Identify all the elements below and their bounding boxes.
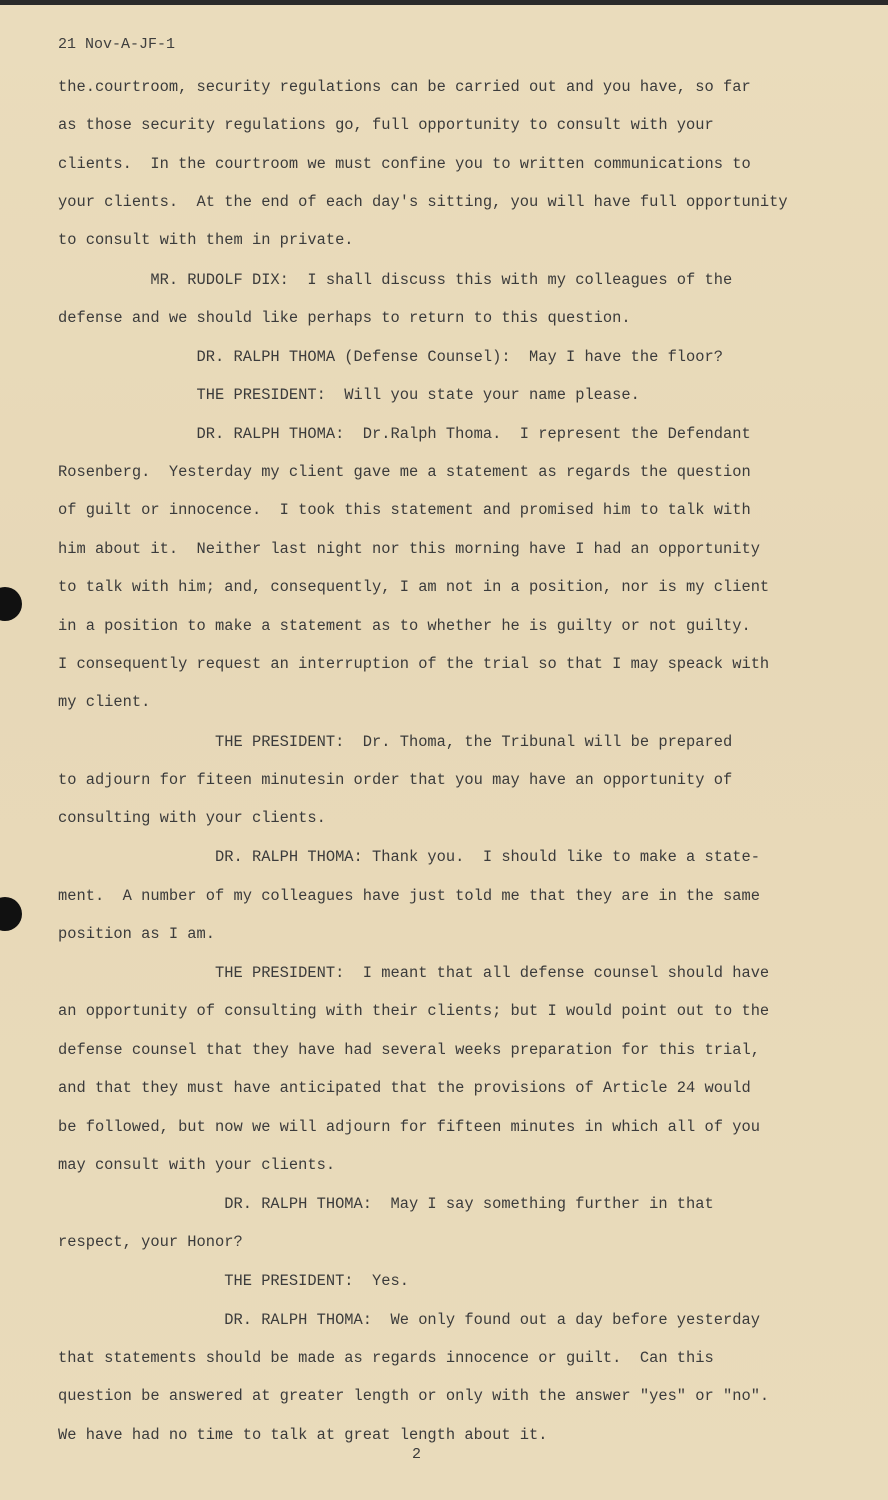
text-line: THE PRESIDENT: Yes.	[58, 1272, 409, 1290]
text-line: and that they must have anticipated that the provisions of Article 24 would	[58, 1079, 751, 1097]
text-line: DR. RALPH THOMA: May I say something further in that	[58, 1195, 714, 1213]
text-line: question be answered at greater length or only with the answer "yes" or "no".	[58, 1387, 770, 1405]
punch-hole-lower	[0, 897, 22, 931]
text-line: respect, your Honor?	[58, 1233, 243, 1251]
text-line: I consequently request an interruption of the trial so that I may speack with	[58, 655, 770, 673]
text-line: DR. RALPH THOMA: Dr.Ralph Thoma. I represent the Defendant	[58, 425, 751, 443]
text-line: MR. RUDOLF DIX: I shall discuss this with my colleagues of the	[58, 271, 733, 289]
text-line: clients. In the courtroom we must confine you to written communications to	[58, 155, 751, 173]
text-line: DR. RALPH THOMA: We only found out a day before yesterday	[58, 1311, 760, 1329]
punch-hole-upper	[0, 587, 22, 621]
page-header-code: 21 Nov-A-JF-1	[58, 36, 176, 53]
text-line: THE PRESIDENT: Dr. Thoma, the Tribunal will be prepared	[58, 733, 733, 751]
text-line: of guilt or innocence. I took this statement and promised him to talk with	[58, 501, 751, 519]
text-line: in a position to make a statement as to whether he is guilty or not guilty.	[58, 617, 751, 635]
text-line: ment. A number of my colleagues have just told me that they are in the same	[58, 887, 760, 905]
text-line: DR. RALPH THOMA (Defense Counsel): May I have the floor?	[58, 348, 723, 366]
text-line: Rosenberg. Yesterday my client gave me a statement as regards the question	[58, 463, 751, 481]
text-line: DR. RALPH THOMA: Thank you. I should like to make a state-	[58, 848, 760, 866]
text-line: defense counsel that they have had several weeks preparation for this trial,	[58, 1041, 760, 1059]
text-line: to talk with him; and, consequently, I am not in a position, nor is my client	[58, 578, 770, 596]
text-line: may consult with your clients.	[58, 1156, 336, 1174]
text-line: We have had no time to talk at great length about it.	[58, 1426, 548, 1444]
text-line: to adjourn for fiteen minutesin order that you may have an opportunity of	[58, 771, 733, 789]
text-line: that statements should be made as regards innocence or guilt. Can this	[58, 1349, 714, 1367]
text-line: THE PRESIDENT: Will you state your name please.	[58, 386, 640, 404]
text-line: as those security regulations go, full opportunity to consult with your	[58, 116, 714, 134]
text-line: consulting with your clients.	[58, 809, 326, 827]
text-line: to consult with them in private.	[58, 231, 354, 249]
text-line: him about it. Neither last night nor this morning have I had an opportunity	[58, 540, 760, 558]
text-line: your clients. At the end of each day's sitting, you will have full opportunity	[58, 193, 788, 211]
text-line: defense and we should like perhaps to return to this question.	[58, 309, 631, 327]
page-top-edge	[0, 0, 888, 5]
page-number: 2	[412, 1446, 422, 1463]
text-line: THE PRESIDENT: I meant that all defense counsel should have	[58, 964, 770, 982]
text-line: the.courtroom, security regulations can be carried out and you have, so far	[58, 78, 751, 96]
text-line: an opportunity of consulting with their clients; but I would point out to the	[58, 1002, 770, 1020]
text-line: position as I am.	[58, 925, 216, 943]
text-line: be followed, but now we will adjourn for fifteen minutes in which all of you	[58, 1118, 760, 1136]
text-line: my client.	[58, 693, 151, 711]
